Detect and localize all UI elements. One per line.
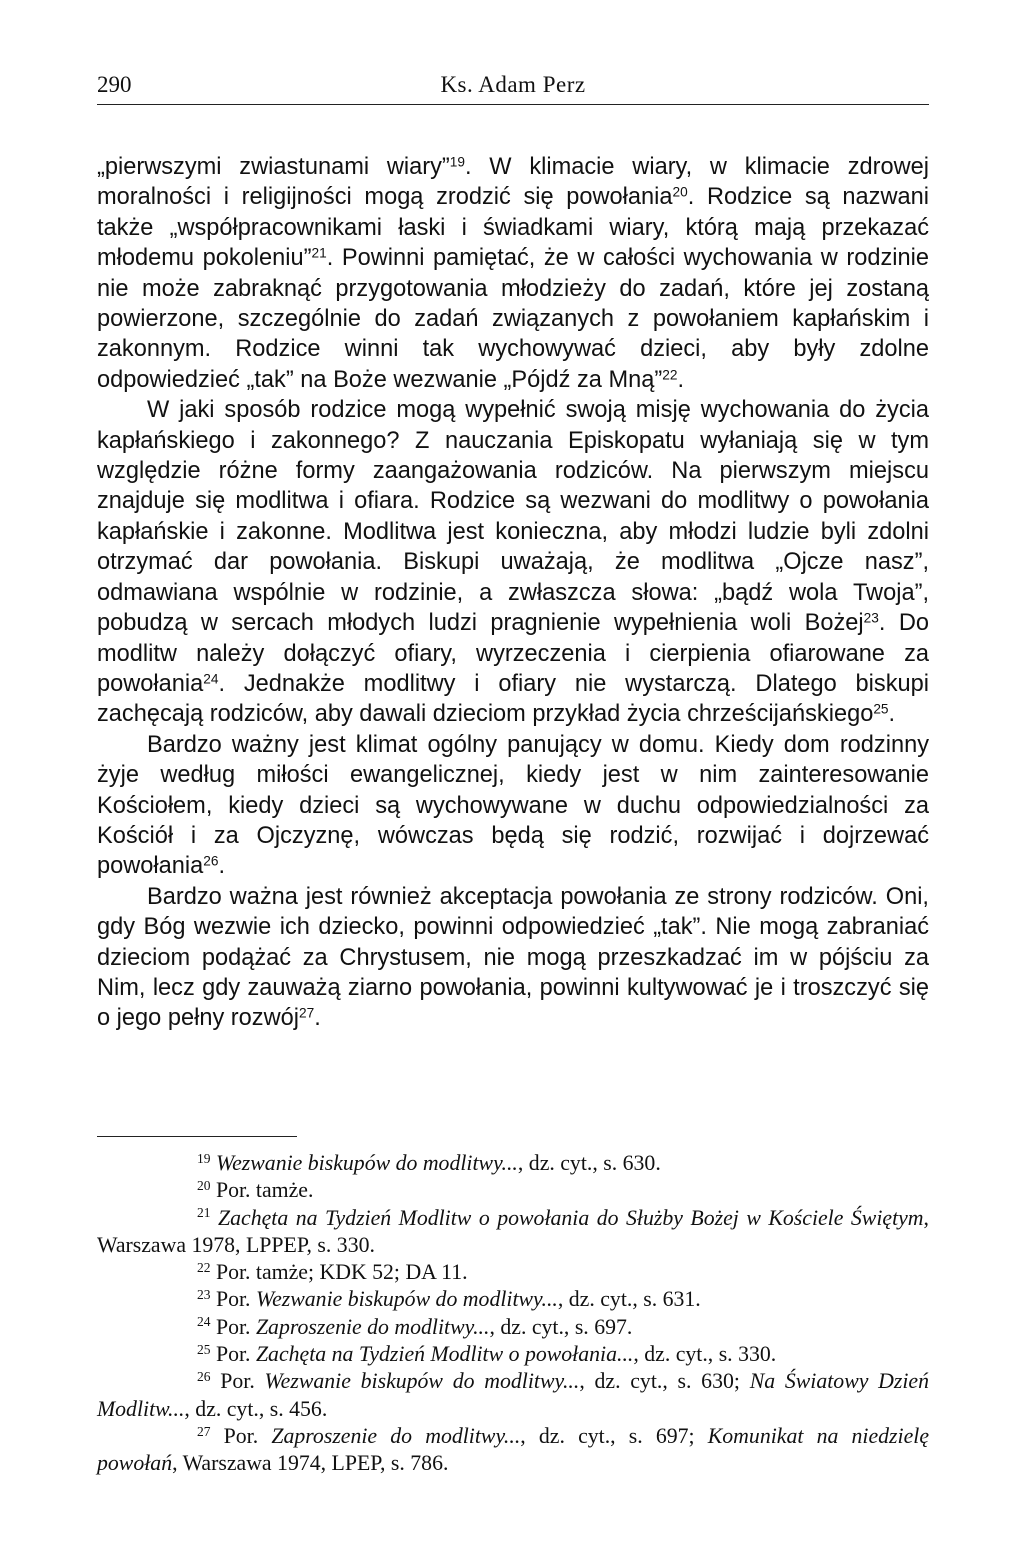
- text-run: Bardzo ważna jest również akceptacja powołania ze strony rodziców. Oni, gdy Bóg wezwie ich dziecko, powinni odpowiedzieć „tak”. Nie mogą zabraniać dzieciom podążać za Chrystusem, nie mogą przeszkadzać im w pójściu za Nim, lecz gdy zauważą ziarno powołania, powinni kultywować je i troszczyć się o jego pełny rozwój: [97, 883, 929, 1032]
- text-run: .: [677, 366, 684, 393]
- text-run: .: [888, 701, 896, 728]
- footnote-27: 27 Por. Zaproszenie do modlitwy..., dz. cyt., s. 697; Komunikat na niedzielę powołań, Warszawa 1974, LPEP, s. 786.: [97, 1423, 929, 1476]
- text-run: . Rodzice są nazwani także „współpracownikami łaski i świadkami wiary, którą mają przekazać młodemu pokoleniu”: [97, 184, 929, 272]
- footnote-ref-20: 20: [672, 184, 688, 200]
- text-run: . W klimacie wiary, w klimacie zdrowej moralności i religijności mogą zrodzić się powołania: [97, 154, 929, 211]
- footnote-ref-22: 22: [662, 367, 678, 383]
- footnote-24: 24 Por. Zaproszenie do modlitwy..., dz. cyt., s. 697.: [197, 1314, 633, 1339]
- footnote-text: , dz. cyt., s. 630;: [579, 1369, 750, 1394]
- footnote-text: , dz. cyt., s. 631.: [557, 1287, 701, 1312]
- running-head: Ks. Adam Perz: [440, 72, 586, 97]
- footnote-ref-19: 19: [449, 154, 465, 170]
- footnote-21: 21 Zachęta na Tydzień Modlitw o powołania do Służby Bożej w Kościele Świętym, Warszawa 1978, LPPEP, s. 330.: [97, 1205, 929, 1257]
- footnote-text: , dz. cyt., s. 330.: [633, 1342, 777, 1367]
- footnote-20: 20 Por. tamże.: [197, 1177, 314, 1203]
- footnote-text: Por.: [220, 1369, 265, 1394]
- paragraph-4: [97, 882, 929, 1034]
- footnote-text: , dz. cyt., s. 697;: [520, 1423, 708, 1448]
- citation-title: Zaproszenie do modlitwy...: [271, 1423, 521, 1448]
- paragraph-1: [97, 152, 929, 395]
- text-run: .: [314, 1005, 321, 1032]
- footnotes: [97, 1150, 929, 1478]
- citation-title: Komunikat na niedzielę powołań: [97, 1423, 929, 1476]
- footnote-ref-27: 27: [298, 1005, 315, 1021]
- citation-title: Zachęta na Tydzień Modlitw o powołania do Służby Bożej w Kościele Świętym: [218, 1205, 924, 1230]
- footnote-ref-26: 26: [203, 853, 219, 869]
- page-number: 290: [97, 72, 132, 97]
- header-rule: [97, 104, 929, 105]
- citation-title: Wezwanie biskupów do modlitwy...: [215, 1151, 518, 1175]
- footnote-ref-21: 21: [311, 245, 327, 261]
- citation-title: Zachęta na Tydzień Modlitw o powołania...: [255, 1342, 634, 1367]
- footnote-text: , dz. cyt., s. 630.: [517, 1151, 661, 1175]
- footnote-19: 19 Wezwanie biskupów do modlitwy..., dz. cyt., s. 630.: [197, 1150, 661, 1175]
- footnote-text: Por.: [215, 1314, 256, 1339]
- footnote-ref-25: 25: [873, 701, 889, 717]
- footnote-text: Por. tamże.: [215, 1178, 314, 1203]
- footnote-text: Por. tamże; KDK 52; DA 11.: [215, 1260, 468, 1285]
- citation-title: Wezwanie biskupów do modlitwy...: [264, 1369, 580, 1394]
- text-run: . Do modlitw należy dołączyć ofiary, wyrzeczenia i cierpienia ofiarowane za powołania: [97, 610, 929, 697]
- footnote-26: 26 Por. Wezwanie biskupów do modlitwy..., dz. cyt., s. 630; Na Światowy Dzień Modlitw..., dz. cyt., s. 456.: [97, 1368, 930, 1421]
- main-text: [97, 152, 929, 1034]
- citation-title: Wezwanie biskupów do modlitwy...: [255, 1287, 558, 1312]
- footnote-separator: [97, 1136, 297, 1137]
- text-run: Bardzo ważny jest klimat ogólny panujący w domu. Kiedy dom rodzinny żyje według miłości ewangelicznej, kiedy jest w nim zainteresowanie Kościołem, kiedy dzieci są wychowywane w duchu odpowiedzialności za Kościół i za Ojczyznę, wówczas będą się rodzić, rozwijać i dojrzewać powołania: [97, 731, 929, 880]
- footnote-text: , Warszawa 1974, LPEP, s. 786.: [172, 1451, 449, 1476]
- text-run: . Jednakże modlitwy i ofiary nie wystarczą. Dlatego biskupi zachęcają rodziców, aby dawali dzieciom przykład życia chrześcijańskiego: [97, 670, 929, 728]
- paragraph-2: [97, 395, 929, 729]
- paragraph-3: [97, 730, 929, 882]
- footnote-23: 23 Por. Wezwanie biskupów do modlitwy..., dz. cyt., s. 631.: [197, 1287, 701, 1312]
- footnote-text: , dz. cyt., s. 456.: [184, 1396, 328, 1421]
- footnote-ref-24: 24: [203, 671, 219, 687]
- footnote-text: , dz. cyt., s. 697.: [489, 1314, 633, 1339]
- citation-title: Zaproszenie do modlitwy...: [255, 1314, 490, 1339]
- footnote-text: Por.: [215, 1342, 256, 1367]
- footnote-22: 22 Por. tamże; KDK 52; DA 11.: [197, 1259, 468, 1285]
- footnote-text: , Warszawa 1978, LPPEP, s. 330.: [97, 1205, 929, 1257]
- footnote-text: Por.: [223, 1423, 272, 1448]
- text-run: .: [218, 853, 226, 880]
- text-run: „pierwszymi zwiastunami wiary”: [97, 154, 450, 180]
- page-header: [97, 64, 929, 104]
- footnote-ref-23: 23: [863, 610, 879, 626]
- footnote-25: 25 Por. Zachęta na Tydzień Modlitw o powołania..., dz. cyt., s. 330.: [197, 1341, 777, 1367]
- citation-title: Na Światowy Dzień Modlitw...: [97, 1369, 930, 1421]
- text-run: . Powinni pamiętać, że w całości wychowania w rodzinie nie może zabraknąć przygotowania młodzieży do zadań, które jej zostaną powierzone, szczególnie do zadań związanych z powołaniem kapłańskim i zakonnym. Rodzice winni tak wychowywać dzieci, aby były zdolne odpowiedzieć „tak” na Boże wezwanie „Pójdź za Mną”: [97, 245, 929, 393]
- text-run: W jaki sposób rodzice mogą wypełnić swoją misję wychowania do życia kapłańskiego i zakonnego? Z nauczania Episkopatu wyłaniają się w tym względzie różne formy zaangażowania rodziców. Na pierwszym miejscu znajduje się modlitwa i ofiara. Rodzice są wezwani do modlitwy o powołania kapłańskie i zakonne. Modlitwa jest konieczna, aby młodzi ludzie byli zdolni otrzymać dar powołania. Biskupi uważają, że modlitwa „Ojcze nasz”, odmawiana wspólnie w rodzinie, a zwłaszcza słowa: „bądź wola Twoja”, pobudzą w sercach młodych ludzi pragnienie wypełnienia woli Bożej: [97, 397, 929, 637]
- footnote-text: Por.: [215, 1287, 256, 1312]
